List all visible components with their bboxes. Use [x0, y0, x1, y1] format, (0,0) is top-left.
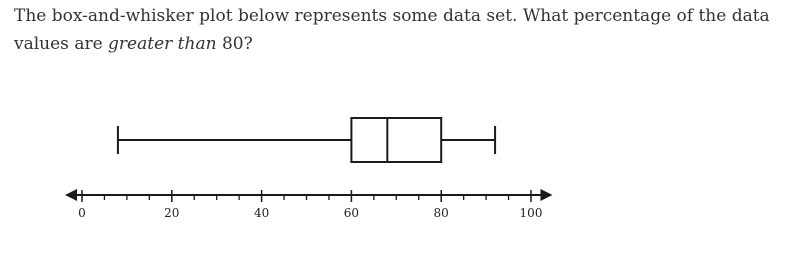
tick-label: 40 — [253, 206, 270, 220]
tick-label: 60 — [343, 206, 360, 220]
tick-label: 20 — [164, 206, 180, 220]
number-line-left-arrow — [65, 189, 77, 201]
question-part-1: The box-and-whisker plot below represents some data set. What percentage of the data values are — [14, 6, 770, 54]
tick-label: 80 — [433, 206, 449, 220]
tick-label: 0 — [78, 206, 86, 220]
question-emphasis: greater than — [108, 34, 217, 54]
number-line-right-arrow — [540, 189, 552, 201]
tick-label: 100 — [519, 206, 543, 220]
question-part-2: 80? — [216, 34, 253, 54]
iqr-box — [351, 118, 441, 162]
